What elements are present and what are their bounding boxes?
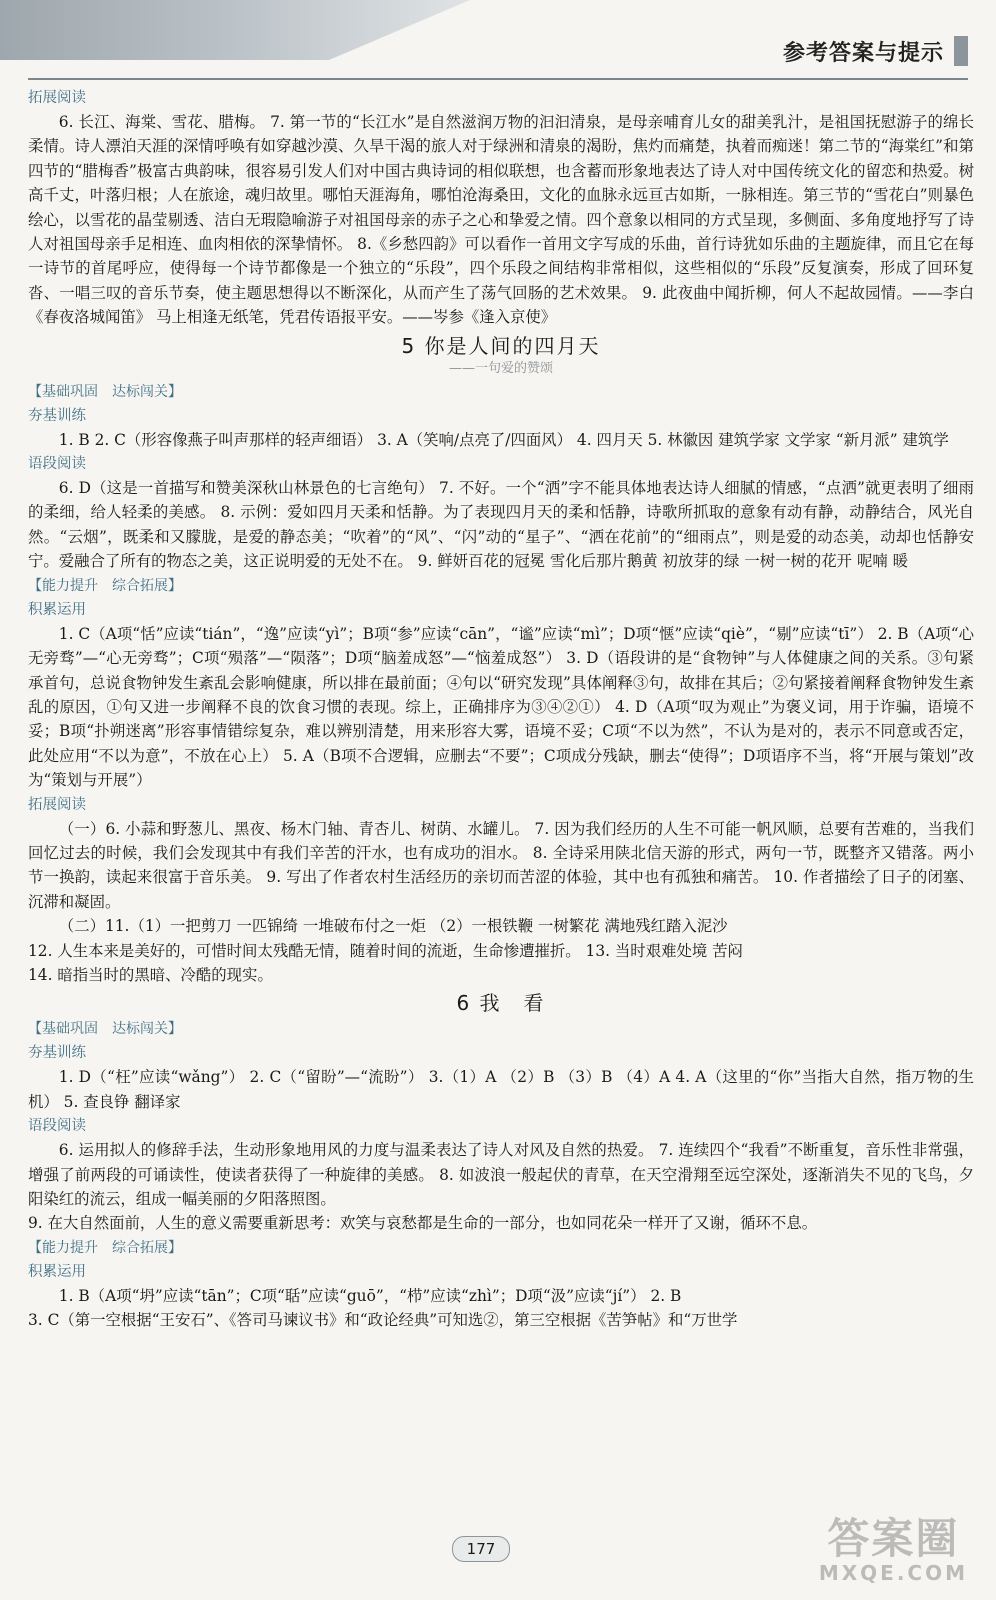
answer-paragraph: 1. D（“枉”应读“wǎng”） 2. C（“留盼”—“流盼”） 3.（1）A （2）B （3）B （4）A 4. A（这里的“你”当指大自然，指万物的生机） 5. 查良铮 翻译家 bbox=[28, 1068, 974, 1111]
answer-content bbox=[28, 86, 974, 1333]
watermark-line1: 答案圈 bbox=[827, 1514, 960, 1563]
site-watermark bbox=[819, 1516, 968, 1584]
answer-paragraph: 1. C（A项“恬”应读“tián”，“逸”应读“yì”；B项“参”应读“cān”，“谧”应读“mì”；D项“惬”应读“qiè”，“剔”应读“tī”） 2. B（A项“心无旁骛”—“心无旁骛”；C项“殒落”—“陨落”；D项“脑羞成怒”—“恼羞成怒”） 3. D（语段讲的是“食物钟”与人体健康之间的关系。③句紧承首句，总说食物钟发生紊乱会影响健康，所以排在最前面；④句以“研究发现”具体阐释③句，故排在其后；②句紧接着阐释食物钟发生紊乱的原因，①句又进一步阐释不良的饮食习惯的表现。综上，正确排序为③④②①） 4. D（A项“叹为观止”为褒义词，用于诈骗，语境不妥；B项“扑朔迷离”形容事情错综复杂，难以辨别清楚，用来形容大雾，语境不妥；C项“不以为然”，不认为是对的，表示不同意或否定，此处应用“不以为意”，不放在心上） 5. A（B项不合逻辑，应删去“不要”；C项成分残缺，删去“使得”；D项语序不当，将“开展与策划”改为“策划与开展”） bbox=[28, 624, 974, 790]
watermark-line2: MXQE.COM bbox=[818, 1561, 968, 1585]
section-bracket-heading: 【能力提升 综合拓展】 bbox=[28, 1239, 182, 1256]
section-label: 语段阅读 bbox=[28, 1118, 86, 1135]
lesson-title: 6 我 看 bbox=[456, 991, 546, 1016]
section-label: 拓展阅读 bbox=[28, 90, 86, 106]
answer-paragraph: 14. 暗指当时的黑暗、冷酷的现实。 bbox=[28, 965, 273, 984]
answer-paragraph: 6. D（这是一首描写和赞美深秋山林景色的七言绝句） 7. 不好。一个“洒”字不能具体地表达诗人细腻的情感，“点洒”就更表明了细雨的柔细，给人轻柔的美感。 8. 示例：爱如四月天柔和恬静。为了表现四月天的柔和恬静，诗歌所抓取的意象有动有静，动静结合，风光自然。“云烟”，既柔和又朦胧，是爱的静态美；“吹着”的“风”、“闪”动的“星子”、“洒在花前”的“细雨点”，则是爱的动态美，动却也恬静安宁。爱融合了所有的物态之美，这正说明爱的无处不在。 9. 鲜妍百花的冠冕 雪化后那片鹅黄 初放芽的绿 一树一树的花开 呢喃 暖 bbox=[28, 479, 974, 571]
section-label: 拓展阅读 bbox=[28, 796, 86, 813]
section-bracket-heading: 【能力提升 综合拓展】 bbox=[28, 577, 182, 594]
answer-paragraph: 9. 在大自然面前，人生的意义需要重新思考：欢笑与哀愁都是生命的一部分，也如同花朵一样开了又谢，循环不息。 bbox=[28, 1214, 818, 1233]
answer-paragraph: 3. C（第一空根据“王安石”、《答司马谏议书》和“政论经典”可知选②，第三空根据《苦笋帖》和“万世学 bbox=[28, 1311, 738, 1330]
section-label: 积累运用 bbox=[28, 1263, 86, 1280]
section-label: 夯基训练 bbox=[28, 407, 86, 424]
section-bracket-heading: 【基础巩固 达标闯关】 bbox=[28, 1021, 182, 1038]
section-label: 夯基训练 bbox=[28, 1045, 86, 1062]
section-bracket-heading: 【基础巩固 达标闯关】 bbox=[28, 383, 182, 400]
section-label: 语段阅读 bbox=[28, 456, 86, 473]
answer-paragraph: 1. B 2. C（形容像燕子叫声那样的轻声细语） 3. A（笑响/点亮了/四面风） 4. 四月天 5. 林徽因 建筑学家 文学家 “新月派” 建筑学 bbox=[58, 430, 949, 449]
page-header-title: 参考答案与提示 bbox=[782, 41, 944, 66]
header-divider bbox=[28, 78, 968, 80]
page-number: 177 bbox=[452, 1536, 510, 1562]
answer-paragraph: 1. B（A项“坍”应读“tān”；C项“聒”应读“guō”，“栉”应读“zhì”；D项“汲”应读“jí”） 2. B bbox=[58, 1286, 682, 1305]
answer-paragraph: 6. 运用拟人的修辞手法，生动形象地用风的力度与温柔表达了诗人对风及自然的热爱。 7. 连续四个“我看”不断重复，音乐性非常强，增强了前两段的可诵读性，使读者获得了一种旋律的美感。 8. 如波浪一般起伏的青草，在天空滑翔至远空深处，逐渐消失不见的飞鸟，夕阳染红的流云，组成一幅美丽的夕阳落照图。 bbox=[28, 1141, 974, 1208]
answer-paragraph: 6. 长江、海棠、雪花、腊梅。 7. 第一节的“长江水”是自然滋润万物的汩汩清泉，是母亲哺育儿女的甜美乳汁，是祖国抚慰游子的绵长柔情。诗人漂泊天涯的深情呼唤有如穿越沙漠、久旱干渴的旅人对于绿洲和清泉的渴盼，焦灼而痛楚，执着而痴迷！第二节的“海棠红”和第四节的“腊梅香”极富古典韵味，很容易引发人们对中国古典诗词的相似联想，也含蓄而形象地表达了诗人对中国传统文化的留恋和热爱。树高千丈，叶落归根；人在旅途，魂归故里。哪怕天涯海角，哪怕沧海桑田，文化的血脉永远亘古如斯，一脉相连。第三节的“雪花白”则暴色绘心，以雪花的晶莹剔透、洁白无瑕隐喻游子对祖国母亲的赤子之心和挚爱之情。四个意象以相同的方式呈现，多侧面、多角度地抒写了诗人对祖国母亲手足相连、血肉相依的深挚情怀。 8.《乡愁四韵》可以看作一首用文字写成的乐曲，首行诗犹如乐曲的主题旋律，而且它在每一诗节的首尾呼应，使得每一个诗节都像是一个独立的“乐段”，四个乐段之间结构非常相似，这些相似的“乐段”反复演奏，形成了回环复沓、一唱三叹的音乐节奏，使主题思想得以不断深化，从而产生了荡气回肠的艺术效果。 9. 此夜曲中闻折柳，何人不起故园情。——李白《春夜洛城闻笛》 马上相逢无纸笔，凭君传语报平安。——岑参《逢入京使》 bbox=[28, 113, 974, 327]
lesson-subtitle: ——一句爱的赞颂 bbox=[448, 360, 553, 376]
header-corner-decoration bbox=[0, 0, 470, 60]
header-accent-bar bbox=[954, 36, 968, 66]
lesson-title: 5 你是人间的四月天 bbox=[401, 333, 601, 358]
answer-paragraph: （二）11.（1）一把剪刀 一匹锦绮 一堆破布付之一炬 （2）一根铁鞭 一树繁花 满地残红踏入泥沙 bbox=[58, 917, 728, 936]
section-label: 积累运用 bbox=[28, 601, 86, 618]
answer-paragraph: （一）6. 小蒜和野葱儿、黑夜、杨木门轴、青杏儿、树荫、水罐儿。 7. 因为我们经历的人生不可能一帆风顺，总要有苦难的，当我们回忆过去的时候，我们会发现其中有我们辛苦的汗水，也有成功的泪水。 8. 全诗采用陕北信天游的形式，两句一节，既整齐又错落。两小节一换韵，读起来很富于音乐美。 9. 写出了作者农村生活经历的亲切而苦涩的体验，其中也有孤独和痛苦。 10. 作者描绘了日子的闭塞、沉滞和凝固。 bbox=[28, 819, 974, 911]
answer-paragraph: 12. 人生本来是美好的，可惜时间太残酷无情，随着时间的流逝，生命惨遭摧折。 13. 当时艰难处境 苦闷 bbox=[28, 941, 743, 960]
